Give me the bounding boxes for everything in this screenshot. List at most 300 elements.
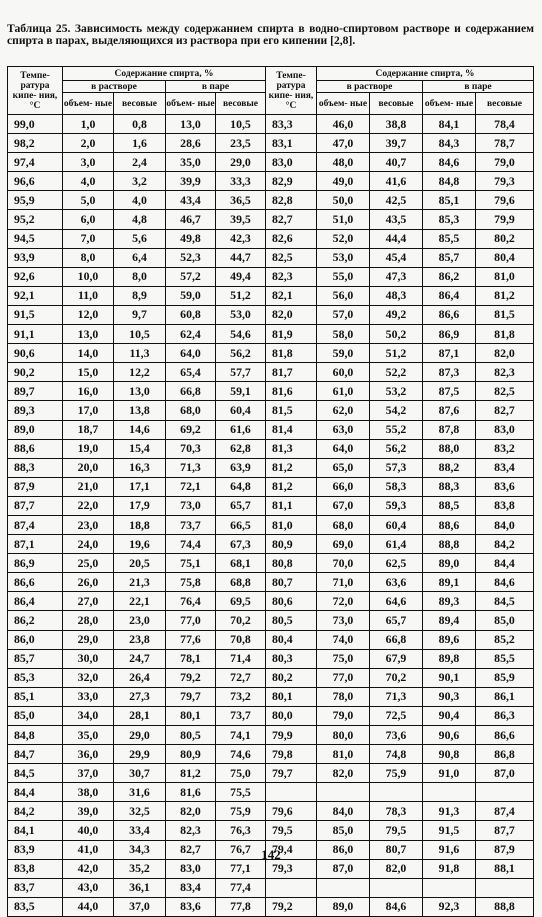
vapor-weight-cell-right: 78,4 bbox=[476, 115, 534, 134]
solution-weight-cell-left: 21,3 bbox=[114, 573, 166, 592]
solution-volume-cell-right: 86,0 bbox=[317, 840, 370, 859]
vapor-volume-cell-right: 87,8 bbox=[423, 420, 476, 439]
vapor-weight-cell-right bbox=[476, 783, 534, 802]
solution-volume-cell-right: 60,0 bbox=[317, 363, 370, 382]
solution-weight-cell-left: 0,8 bbox=[114, 115, 166, 134]
solution-weight-cell-left: 26,4 bbox=[114, 668, 166, 687]
solution-weight-cell-left: 12,2 bbox=[114, 363, 166, 382]
vapor-volume-cell-left: 35,0 bbox=[166, 153, 216, 172]
temperature-cell-left: 85,3 bbox=[8, 668, 63, 687]
vapor-volume-cell-left: 39,9 bbox=[166, 172, 216, 191]
vapor-weight-cell-left: 73,2 bbox=[216, 687, 266, 706]
solution-weight-cell-right: 44,4 bbox=[370, 229, 423, 248]
vapor-weight-cell-left: 65,7 bbox=[216, 496, 266, 515]
temperature-cell-right: 79,3 bbox=[266, 859, 317, 878]
vapor-volume-cell-left: 46,7 bbox=[166, 210, 216, 229]
solution-weight-cell-left: 34,3 bbox=[114, 840, 166, 859]
solution-weight-cell-left: 28,1 bbox=[114, 706, 166, 725]
vapor-weight-cell-left: 66,5 bbox=[216, 515, 266, 534]
volume-header: объем- ные bbox=[166, 93, 216, 115]
solution-volume-cell-left: 14,0 bbox=[63, 344, 114, 363]
in-solution-header-right: в растворе bbox=[317, 81, 423, 93]
temperature-cell-left: 84,2 bbox=[8, 802, 63, 821]
table-row bbox=[8, 210, 534, 229]
vapor-volume-cell-right: 87,3 bbox=[423, 363, 476, 382]
temperature-cell-right: 79,5 bbox=[266, 821, 317, 840]
solution-volume-cell-left: 10,0 bbox=[63, 267, 114, 286]
vapor-volume-cell-left: 83,6 bbox=[166, 897, 216, 916]
vapor-weight-cell-left: 74,1 bbox=[216, 726, 266, 745]
solution-weight-cell-right: 53,2 bbox=[370, 382, 423, 401]
temperature-cell-right: 81,5 bbox=[266, 401, 317, 420]
solution-volume-cell-left: 4,0 bbox=[63, 172, 114, 191]
solution-weight-cell-right: 58,3 bbox=[370, 477, 423, 496]
temperature-cell-right: 83,3 bbox=[266, 115, 317, 134]
vapor-weight-cell-left: 75,5 bbox=[216, 783, 266, 802]
solution-volume-cell-left: 24,0 bbox=[63, 535, 114, 554]
solution-volume-cell-left: 37,0 bbox=[63, 764, 114, 783]
temperature-cell-right: 80,5 bbox=[266, 611, 317, 630]
vapor-volume-cell-left: 80,9 bbox=[166, 745, 216, 764]
vapor-volume-cell-left: 73,7 bbox=[166, 515, 216, 534]
vapor-weight-cell-left: 70,8 bbox=[216, 630, 266, 649]
page-number: 142 bbox=[261, 847, 281, 862]
solution-volume-cell-left: 12,0 bbox=[63, 305, 114, 324]
temperature-cell-right: 81,9 bbox=[266, 325, 317, 344]
vapor-weight-cell-right: 84,6 bbox=[476, 573, 534, 592]
table-row bbox=[8, 726, 534, 745]
solution-volume-cell-right: 46,0 bbox=[317, 115, 370, 134]
temperature-cell-left: 90,2 bbox=[8, 363, 63, 382]
temperature-cell-right: 82,0 bbox=[266, 305, 317, 324]
vapor-volume-cell-right: 87,1 bbox=[423, 344, 476, 363]
solution-weight-cell-right: 50,2 bbox=[370, 325, 423, 344]
solution-weight-cell-right: 41,6 bbox=[370, 172, 423, 191]
vapor-volume-cell-left: 82,7 bbox=[166, 840, 216, 859]
solution-volume-cell-left: 15,0 bbox=[63, 363, 114, 382]
vapor-volume-cell-left: 78,1 bbox=[166, 649, 216, 668]
vapor-weight-cell-right: 85,5 bbox=[476, 649, 534, 668]
vapor-weight-cell-right: 83,6 bbox=[476, 477, 534, 496]
vapor-volume-cell-left: 72,1 bbox=[166, 477, 216, 496]
temperature-cell-left: 85,0 bbox=[8, 706, 63, 725]
table-row bbox=[8, 420, 534, 439]
table-row bbox=[8, 554, 534, 573]
vapor-volume-cell-left: 82,0 bbox=[166, 802, 216, 821]
vapor-volume-cell-right: 90,4 bbox=[423, 706, 476, 725]
solution-volume-cell-right: 74,0 bbox=[317, 630, 370, 649]
vapor-volume-cell-left: 13,0 bbox=[166, 115, 216, 134]
vapor-weight-cell-right: 79,3 bbox=[476, 172, 534, 191]
vapor-weight-cell-right: 88,1 bbox=[476, 859, 534, 878]
vapor-weight-cell-left: 59,1 bbox=[216, 382, 266, 401]
solution-weight-cell-left: 19,6 bbox=[114, 535, 166, 554]
solution-weight-cell-left: 23,8 bbox=[114, 630, 166, 649]
vapor-volume-cell-left: 65,4 bbox=[166, 363, 216, 382]
table-row bbox=[8, 477, 534, 496]
vapor-weight-cell-left: 33,3 bbox=[216, 172, 266, 191]
temperature-cell-left: 87,4 bbox=[8, 515, 63, 534]
temperature-cell-left: 84,8 bbox=[8, 726, 63, 745]
table-row bbox=[8, 649, 534, 668]
table-row bbox=[8, 515, 534, 534]
solution-volume-cell-left: 36,0 bbox=[63, 745, 114, 764]
vapor-weight-cell-left: 63,9 bbox=[216, 458, 266, 477]
vapor-volume-cell-right: 91,3 bbox=[423, 802, 476, 821]
solution-volume-cell-right: 87,0 bbox=[317, 859, 370, 878]
solution-volume-cell-right: 52,0 bbox=[317, 229, 370, 248]
solution-weight-cell-right: 73,6 bbox=[370, 726, 423, 745]
temperature-cell-right: 80,3 bbox=[266, 649, 317, 668]
vapor-weight-cell-left: 77,8 bbox=[216, 897, 266, 916]
solution-weight-cell-left: 5,6 bbox=[114, 229, 166, 248]
table-row bbox=[8, 897, 534, 916]
solution-volume-cell-right: 49,0 bbox=[317, 172, 370, 191]
temperature-cell-right: 79,9 bbox=[266, 726, 317, 745]
vapor-weight-cell-left: 71,4 bbox=[216, 649, 266, 668]
solution-weight-cell-left: 10,5 bbox=[114, 325, 166, 344]
vapor-volume-cell-right: 91,5 bbox=[423, 821, 476, 840]
solution-volume-cell-left: 38,0 bbox=[63, 783, 114, 802]
vapor-volume-cell-left: 81,2 bbox=[166, 764, 216, 783]
vapor-volume-cell-right: 85,7 bbox=[423, 248, 476, 267]
solution-volume-cell-right: 59,0 bbox=[317, 344, 370, 363]
vapor-volume-cell-right: 91,6 bbox=[423, 840, 476, 859]
solution-volume-cell-left: 16,0 bbox=[63, 382, 114, 401]
vapor-volume-cell-right: 89,1 bbox=[423, 573, 476, 592]
vapor-volume-cell-left: 82,3 bbox=[166, 821, 216, 840]
vapor-weight-cell-right: 82,7 bbox=[476, 401, 534, 420]
solution-volume-cell-right: 82,0 bbox=[317, 764, 370, 783]
vapor-volume-cell-left: 77,6 bbox=[166, 630, 216, 649]
vapor-volume-cell-left: 76,4 bbox=[166, 592, 216, 611]
vapor-weight-cell-left: 73,7 bbox=[216, 706, 266, 725]
solution-volume-cell-left: 11,0 bbox=[63, 286, 114, 305]
temperature-cell-left: 83,5 bbox=[8, 897, 63, 916]
table-row bbox=[8, 611, 534, 630]
vapor-volume-cell-left: 80,5 bbox=[166, 726, 216, 745]
solution-weight-cell-left: 30,7 bbox=[114, 764, 166, 783]
solution-weight-cell-left: 2,4 bbox=[114, 153, 166, 172]
weight-header: весовые bbox=[476, 93, 534, 115]
solution-volume-cell-left: 33,0 bbox=[63, 687, 114, 706]
vapor-weight-cell-left: 76,3 bbox=[216, 821, 266, 840]
temperature-cell-left: 83,7 bbox=[8, 878, 63, 897]
solution-volume-cell-right: 48,0 bbox=[317, 153, 370, 172]
vapor-weight-cell-right: 81,2 bbox=[476, 286, 534, 305]
vapor-weight-cell-left: 42,3 bbox=[216, 229, 266, 248]
vapor-weight-cell-left: 29,0 bbox=[216, 153, 266, 172]
solution-volume-cell-left: 26,0 bbox=[63, 573, 114, 592]
solution-weight-cell-right: 63,6 bbox=[370, 573, 423, 592]
temperature-cell-right: 79,8 bbox=[266, 745, 317, 764]
temperature-cell-right: 82,3 bbox=[266, 267, 317, 286]
table-row bbox=[8, 172, 534, 191]
vapor-weight-cell-right: 81,0 bbox=[476, 267, 534, 286]
temperature-cell-left: 99,0 bbox=[8, 115, 63, 134]
vapor-weight-cell-right: 87,0 bbox=[476, 764, 534, 783]
vapor-weight-cell-left: 51,2 bbox=[216, 286, 266, 305]
alcohol-table bbox=[7, 66, 534, 917]
temperature-cell-right: 83,0 bbox=[266, 153, 317, 172]
solution-weight-cell-right: 84,6 bbox=[370, 897, 423, 916]
solution-weight-cell-left: 17,1 bbox=[114, 477, 166, 496]
solution-weight-cell-right: 72,5 bbox=[370, 706, 423, 725]
solution-volume-cell-left: 6,0 bbox=[63, 210, 114, 229]
temperature-cell-right: 82,7 bbox=[266, 210, 317, 229]
solution-weight-cell-left: 1,6 bbox=[114, 134, 166, 153]
table-row bbox=[8, 630, 534, 649]
temperature-cell-left: 90,6 bbox=[8, 344, 63, 363]
in-vapor-header-left: в паре bbox=[166, 81, 266, 93]
temperature-cell-left: 85,1 bbox=[8, 687, 63, 706]
solution-weight-cell-right: 71,3 bbox=[370, 687, 423, 706]
solution-weight-cell-right: 42,5 bbox=[370, 191, 423, 210]
temperature-cell-left: 83,8 bbox=[8, 859, 63, 878]
solution-weight-cell-left: 4,0 bbox=[114, 191, 166, 210]
temperature-cell-right: 80,6 bbox=[266, 592, 317, 611]
temperature-cell-left: 98,2 bbox=[8, 134, 63, 153]
table-row bbox=[8, 363, 534, 382]
vapor-weight-cell-right: 79,9 bbox=[476, 210, 534, 229]
solution-weight-cell-left: 36,1 bbox=[114, 878, 166, 897]
temperature-cell-right: 82,6 bbox=[266, 229, 317, 248]
solution-volume-cell-left: 28,0 bbox=[63, 611, 114, 630]
table-body bbox=[8, 115, 534, 917]
solution-volume-cell-left: 7,0 bbox=[63, 229, 114, 248]
weight-header: весовые bbox=[370, 93, 423, 115]
solution-weight-cell-right: 51,2 bbox=[370, 344, 423, 363]
temperature-cell-right: 80,7 bbox=[266, 573, 317, 592]
vapor-weight-cell-right: 78,7 bbox=[476, 134, 534, 153]
table-row bbox=[8, 764, 534, 783]
temperature-cell-left: 95,9 bbox=[8, 191, 63, 210]
vapor-volume-cell-right bbox=[423, 878, 476, 897]
solution-volume-cell-right: 68,0 bbox=[317, 515, 370, 534]
temperature-cell-left: 86,6 bbox=[8, 573, 63, 592]
solution-weight-cell-right: 52,2 bbox=[370, 363, 423, 382]
solution-volume-cell-left: 20,0 bbox=[63, 458, 114, 477]
temperature-cell-right: 80,9 bbox=[266, 535, 317, 554]
temperature-cell-left: 94,5 bbox=[8, 229, 63, 248]
vapor-weight-cell-left: 77,1 bbox=[216, 859, 266, 878]
vapor-volume-cell-right: 84,1 bbox=[423, 115, 476, 134]
solution-volume-cell-right: 77,0 bbox=[317, 668, 370, 687]
vapor-volume-cell-right bbox=[423, 783, 476, 802]
solution-weight-cell-right: 55,2 bbox=[370, 420, 423, 439]
vapor-weight-cell-left: 56,2 bbox=[216, 344, 266, 363]
vapor-volume-cell-left: 80,1 bbox=[166, 706, 216, 725]
vapor-weight-cell-right: 81,5 bbox=[476, 305, 534, 324]
vapor-volume-cell-left: 79,2 bbox=[166, 668, 216, 687]
vapor-weight-cell-right: 79,6 bbox=[476, 191, 534, 210]
solution-weight-cell-left: 31,6 bbox=[114, 783, 166, 802]
solution-volume-cell-right: 73,0 bbox=[317, 611, 370, 630]
vapor-weight-cell-right bbox=[476, 878, 534, 897]
solution-volume-cell-left: 8,0 bbox=[63, 248, 114, 267]
solution-volume-cell-right: 47,0 bbox=[317, 134, 370, 153]
solution-volume-cell-left: 29,0 bbox=[63, 630, 114, 649]
temperature-cell-left: 86,2 bbox=[8, 611, 63, 630]
vapor-volume-cell-right: 87,6 bbox=[423, 401, 476, 420]
solution-weight-cell-left: 3,2 bbox=[114, 172, 166, 191]
temperature-cell-left: 92,6 bbox=[8, 267, 63, 286]
solution-weight-cell-right: 56,2 bbox=[370, 439, 423, 458]
solution-weight-cell-right: 62,5 bbox=[370, 554, 423, 573]
vapor-weight-cell-right: 83,8 bbox=[476, 496, 534, 515]
vapor-volume-cell-left: 52,3 bbox=[166, 248, 216, 267]
vapor-weight-cell-right: 84,0 bbox=[476, 515, 534, 534]
solution-volume-cell-left: 43,0 bbox=[63, 878, 114, 897]
solution-volume-cell-right: 72,0 bbox=[317, 592, 370, 611]
vapor-volume-cell-right: 84,3 bbox=[423, 134, 476, 153]
solution-weight-cell-left: 24,7 bbox=[114, 649, 166, 668]
vapor-volume-cell-left: 71,3 bbox=[166, 458, 216, 477]
solution-weight-cell-right: 78,3 bbox=[370, 802, 423, 821]
solution-weight-cell-right: 70,2 bbox=[370, 668, 423, 687]
vapor-volume-cell-right: 91,8 bbox=[423, 859, 476, 878]
vapor-volume-cell-left: 77,0 bbox=[166, 611, 216, 630]
solution-volume-cell-right: 51,0 bbox=[317, 210, 370, 229]
temperature-cell-left: 83,9 bbox=[8, 840, 63, 859]
solution-weight-cell-left: 6,4 bbox=[114, 248, 166, 267]
vapor-weight-cell-left: 49,4 bbox=[216, 267, 266, 286]
solution-weight-cell-right: 79,5 bbox=[370, 821, 423, 840]
alcohol-content-header-right: Содержание спирта, % bbox=[317, 67, 534, 81]
vapor-volume-cell-left: 59,0 bbox=[166, 286, 216, 305]
vapor-volume-cell-right: 89,3 bbox=[423, 592, 476, 611]
vapor-volume-cell-left: 57,2 bbox=[166, 267, 216, 286]
temperature-cell-right: 81,2 bbox=[266, 477, 317, 496]
table-row bbox=[8, 439, 534, 458]
vapor-volume-cell-right: 92,3 bbox=[423, 897, 476, 916]
solution-volume-cell-left: 13,0 bbox=[63, 325, 114, 344]
temperature-cell-right: 81,1 bbox=[266, 496, 317, 515]
vapor-volume-cell-left: 70,3 bbox=[166, 439, 216, 458]
temperature-cell-right: 80,8 bbox=[266, 554, 317, 573]
table-row bbox=[8, 821, 534, 840]
solution-weight-cell-left: 27,3 bbox=[114, 687, 166, 706]
solution-volume-cell-right: 70,0 bbox=[317, 554, 370, 573]
vapor-weight-cell-right: 84,2 bbox=[476, 535, 534, 554]
in-vapor-header-right: в паре bbox=[423, 81, 534, 93]
volume-header: объем- ные bbox=[63, 93, 114, 115]
vapor-weight-cell-left: 77,4 bbox=[216, 878, 266, 897]
solution-weight-cell-right bbox=[370, 878, 423, 897]
vapor-volume-cell-right: 86,2 bbox=[423, 267, 476, 286]
vapor-volume-cell-left: 49,8 bbox=[166, 229, 216, 248]
vapor-volume-cell-left: 73,0 bbox=[166, 496, 216, 515]
table-row bbox=[8, 134, 534, 153]
vapor-weight-cell-right: 87,7 bbox=[476, 821, 534, 840]
vapor-volume-cell-left: 68,0 bbox=[166, 401, 216, 420]
vapor-weight-cell-left: 75,9 bbox=[216, 802, 266, 821]
solution-weight-cell-left: 13,0 bbox=[114, 382, 166, 401]
temperature-cell-right: 81,0 bbox=[266, 515, 317, 534]
vapor-weight-cell-left: 76,7 bbox=[216, 840, 266, 859]
vapor-weight-cell-right: 87,9 bbox=[476, 840, 534, 859]
solution-volume-cell-left: 42,0 bbox=[63, 859, 114, 878]
temperature-cell-right: 83,1 bbox=[266, 134, 317, 153]
vapor-weight-cell-left: 61,6 bbox=[216, 420, 266, 439]
temperature-cell-right: 81,8 bbox=[266, 344, 317, 363]
temperature-cell-right: 81,3 bbox=[266, 439, 317, 458]
table-row bbox=[8, 401, 534, 420]
temperature-cell-left: 89,3 bbox=[8, 401, 63, 420]
weight-header: весовые bbox=[216, 93, 266, 115]
vapor-weight-cell-left: 10,5 bbox=[216, 115, 266, 134]
solution-weight-cell-right: 74,8 bbox=[370, 745, 423, 764]
alcohol-content-header-left: Содержание спирта, % bbox=[63, 67, 266, 81]
alcohol-table-container bbox=[7, 66, 533, 917]
vapor-volume-cell-right: 91,0 bbox=[423, 764, 476, 783]
table-caption: Таблица 25. Зависимость между содержанием спирта в водно-спиртовом растворе и содержанием спирта в парах, выделяющихся из раствора при его кипении [2,8]. bbox=[7, 22, 534, 47]
vapor-weight-cell-left: 68,8 bbox=[216, 573, 266, 592]
solution-volume-cell-right: 66,0 bbox=[317, 477, 370, 496]
solution-volume-cell-right: 89,0 bbox=[317, 897, 370, 916]
solution-volume-cell-left: 19,0 bbox=[63, 439, 114, 458]
solution-volume-cell-left: 25,0 bbox=[63, 554, 114, 573]
vapor-volume-cell-right: 88,0 bbox=[423, 439, 476, 458]
table-row bbox=[8, 248, 534, 267]
temperature-header-right: Темпе- ратура кипе- ния, °C bbox=[266, 67, 317, 115]
table-row bbox=[8, 382, 534, 401]
vapor-volume-cell-left: 74,4 bbox=[166, 535, 216, 554]
vapor-volume-cell-right: 86,9 bbox=[423, 325, 476, 344]
vapor-weight-cell-left: 68,1 bbox=[216, 554, 266, 573]
solution-weight-cell-right: 75,9 bbox=[370, 764, 423, 783]
vapor-weight-cell-right: 85,9 bbox=[476, 668, 534, 687]
vapor-volume-cell-right: 89,0 bbox=[423, 554, 476, 573]
vapor-weight-cell-right: 79,0 bbox=[476, 153, 534, 172]
temperature-cell-left: 86,4 bbox=[8, 592, 63, 611]
temperature-cell-right: 80,2 bbox=[266, 668, 317, 687]
table-row bbox=[8, 267, 534, 286]
solution-volume-cell-right: 64,0 bbox=[317, 439, 370, 458]
solution-weight-cell-right: 67,9 bbox=[370, 649, 423, 668]
temperature-cell-left: 89,0 bbox=[8, 420, 63, 439]
solution-weight-cell-right: 43,5 bbox=[370, 210, 423, 229]
temperature-cell-right: 80,4 bbox=[266, 630, 317, 649]
vapor-weight-cell-left: 54,6 bbox=[216, 325, 266, 344]
vapor-weight-cell-left: 39,5 bbox=[216, 210, 266, 229]
temperature-cell-left: 91,5 bbox=[8, 305, 63, 324]
table-row bbox=[8, 745, 534, 764]
vapor-weight-cell-right: 85,0 bbox=[476, 611, 534, 630]
solution-volume-cell-left: 34,0 bbox=[63, 706, 114, 725]
table-row bbox=[8, 325, 534, 344]
solution-volume-cell-left: 44,0 bbox=[63, 897, 114, 916]
vapor-weight-cell-right: 82,5 bbox=[476, 382, 534, 401]
vapor-volume-cell-right: 84,8 bbox=[423, 172, 476, 191]
vapor-volume-cell-right: 86,6 bbox=[423, 305, 476, 324]
table-row bbox=[8, 687, 534, 706]
solution-weight-cell-left: 32,5 bbox=[114, 802, 166, 821]
vapor-volume-cell-right: 90,3 bbox=[423, 687, 476, 706]
solution-weight-cell-right: 40,7 bbox=[370, 153, 423, 172]
solution-volume-cell-left: 21,0 bbox=[63, 477, 114, 496]
temperature-cell-right: 80,0 bbox=[266, 706, 317, 725]
solution-volume-cell-left: 17,0 bbox=[63, 401, 114, 420]
solution-weight-cell-left: 20,5 bbox=[114, 554, 166, 573]
vapor-weight-cell-right: 86,1 bbox=[476, 687, 534, 706]
solution-weight-cell-left: 35,2 bbox=[114, 859, 166, 878]
temperature-cell-left: 84,7 bbox=[8, 745, 63, 764]
vapor-volume-cell-right: 89,6 bbox=[423, 630, 476, 649]
temperature-cell-right: 79,7 bbox=[266, 764, 317, 783]
vapor-volume-cell-left: 28,6 bbox=[166, 134, 216, 153]
temperature-cell-left: 85,7 bbox=[8, 649, 63, 668]
